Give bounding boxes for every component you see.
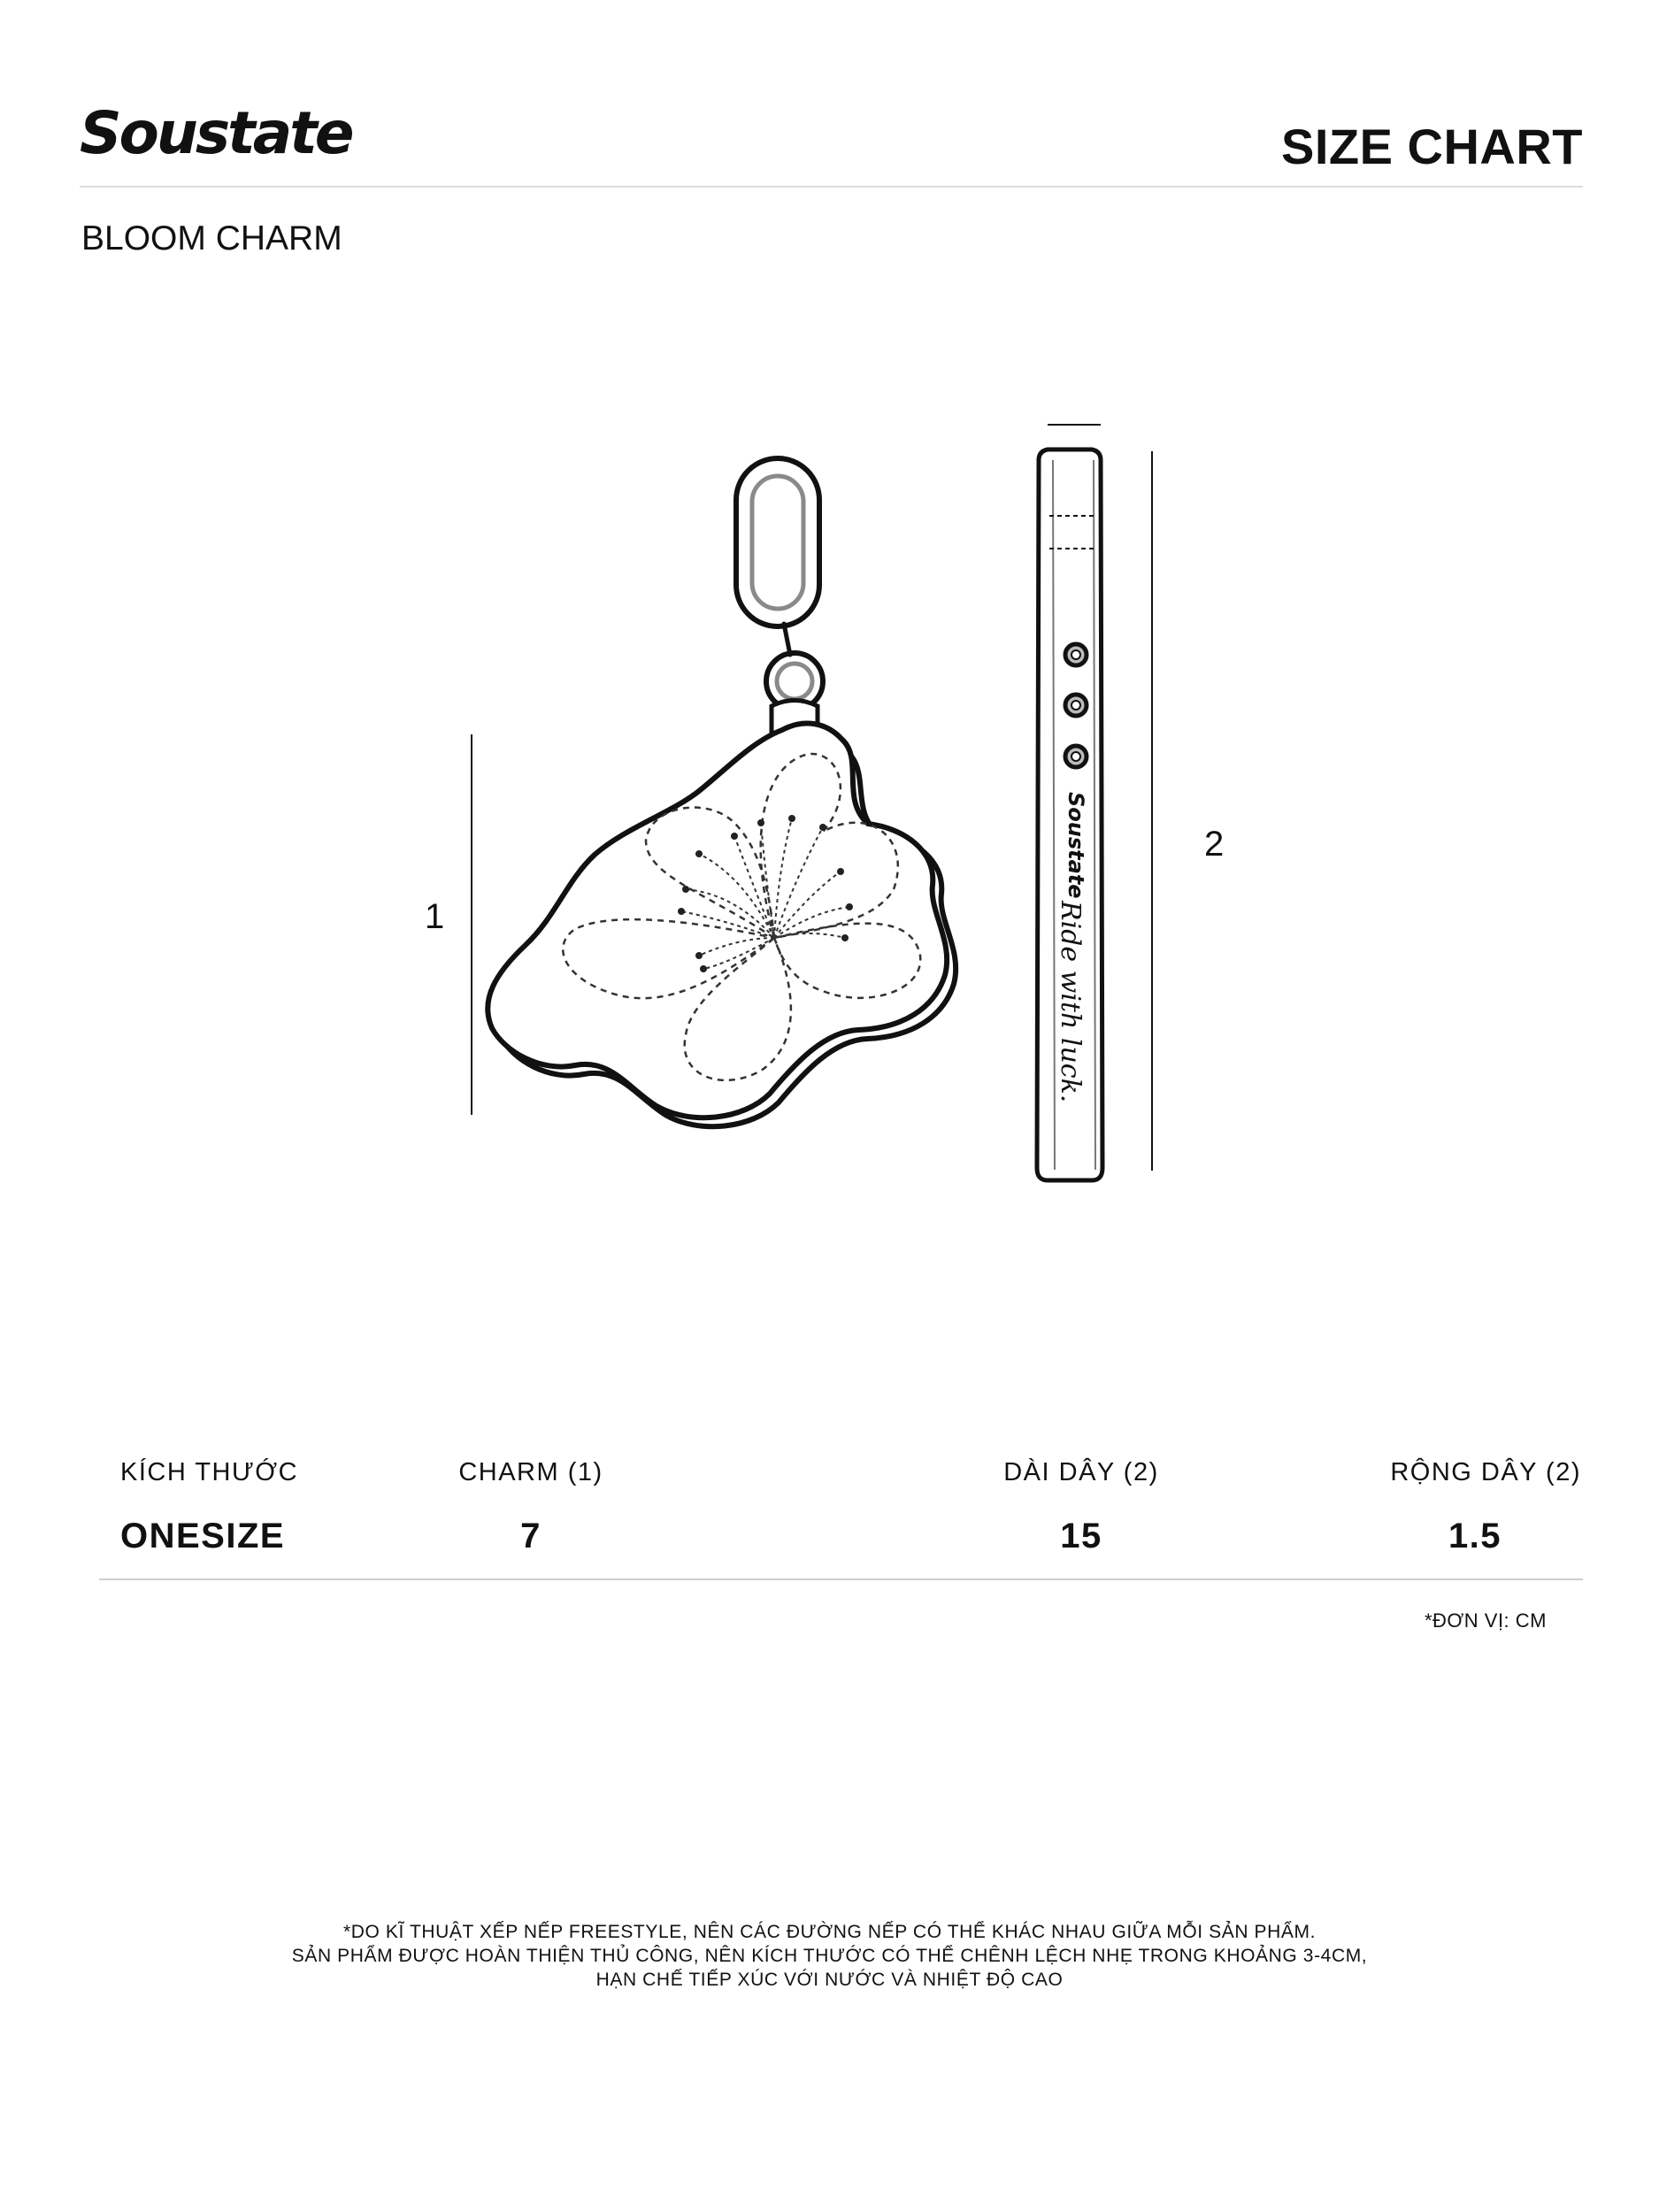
strap-brand-text: Soustate xyxy=(1064,792,1088,899)
table-cell-charm: 7 xyxy=(520,1517,541,1555)
strap-dimension-label: 2 xyxy=(1204,825,1225,864)
care-notes xyxy=(0,1920,1659,1992)
size-table xyxy=(99,1442,1581,1584)
carabiner-clip-icon xyxy=(736,458,823,710)
table-cell-strap-width: 1.5 xyxy=(1448,1517,1502,1555)
column-header-size: KÍCH THƯỚC xyxy=(120,1458,299,1486)
page-title: SIZE CHART xyxy=(1281,119,1583,174)
brand-logo: Soustate xyxy=(80,99,352,167)
charm-dimension-label: 1 xyxy=(425,897,445,936)
column-header-strap-length: DÀI DÂY (2) xyxy=(1003,1458,1159,1486)
column-header-strap-width: RỘNG DÂY (2) xyxy=(1390,1458,1581,1486)
strap-script-text: Ride with luck. xyxy=(1055,901,1086,1103)
product-name: BLOOM CHARM xyxy=(81,219,342,257)
column-header-charm: CHARM (1) xyxy=(458,1458,603,1486)
strap-eyelets xyxy=(1065,644,1087,767)
note-line: SẢN PHẨM ĐƯỢC HOÀN THIỆN THỦ CÔNG, NÊN KÍCH THƯỚC CÓ THỂ CHÊNH LỆCH NHẸ TRONG KHOẢNG 3-4CM, xyxy=(291,1946,1368,1966)
table-cell-size: ONESIZE xyxy=(120,1517,286,1555)
note-line: *DO KĨ THUẬT XẾP NẾP FREESTYLE, NÊN CÁC ĐƯỜNG NẾP CÓ THỂ KHÁC NHAU GIỮA MỖI SẢN PHẨM. xyxy=(342,1922,1317,1942)
table-cell-strap-length: 15 xyxy=(1060,1517,1102,1555)
note-line: HẠN CHẾ TIẾP XÚC VỚI NƯỚC VÀ NHIỆT ĐỘ CAO xyxy=(595,1970,1064,1990)
table-divider xyxy=(99,1578,1583,1580)
unit-note: *ĐƠN VỊ: CM xyxy=(1424,1609,1547,1632)
